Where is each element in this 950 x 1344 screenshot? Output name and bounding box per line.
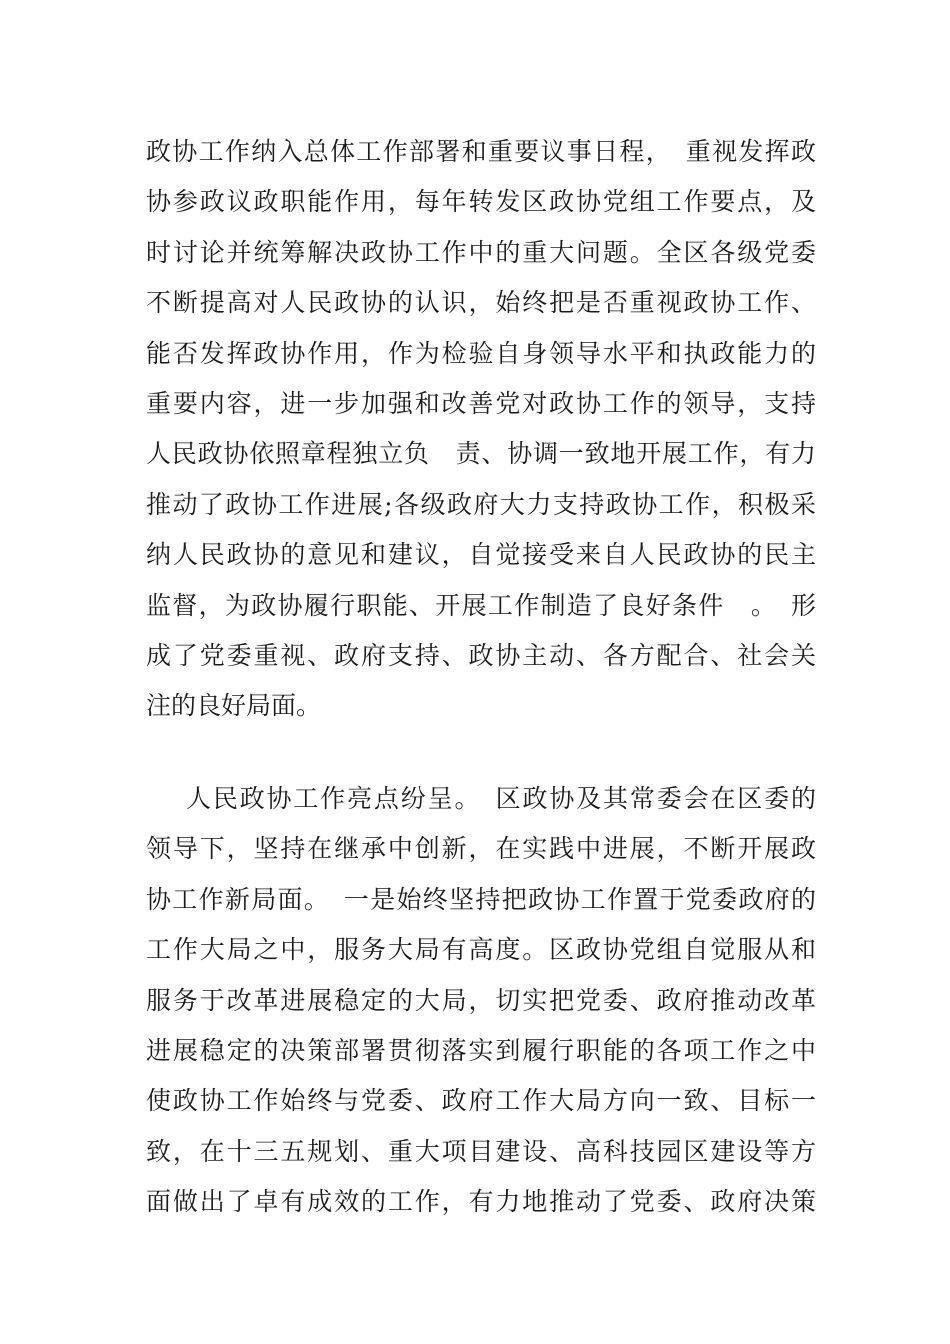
paragraph-line: 政协工作纳入总体工作部署和重要议事日程， 重视发挥政 bbox=[146, 137, 816, 166]
paragraph-line: 重要内容，进一步加强和改善党对政协工作的领导，支持 bbox=[146, 388, 816, 418]
paragraph-line: 使政协工作始终与党委、政府工作大局方向一致、目标一 bbox=[146, 1086, 816, 1116]
paragraph-line: 协参政议政职能作用，每年转发区政协党组工作要点，及 bbox=[146, 187, 816, 217]
paragraph-line: 监督，为政协履行职能、开展工作制造了良好条件 。 形 bbox=[146, 590, 816, 620]
paragraph-line: 领导下，坚持在继承中创新，在实践中进展，不断开展政 bbox=[146, 834, 816, 864]
paragraph-line: 协工作新局面。 一是始终坚持把政协工作置于党委政府的 bbox=[146, 884, 816, 914]
paragraph-line: 服务于改革进展稳定的大局，切实把党委、政府推动改革 bbox=[146, 985, 816, 1015]
paragraph-1 bbox=[146, 127, 816, 732]
paragraph-line: 能否发挥政协作用，作为检验自身领导水平和执政能力的 bbox=[146, 338, 816, 368]
paragraph-line: 人民政协工作亮点纷呈。 区政协及其常委会在区委的 bbox=[186, 784, 816, 813]
paragraph-line: 推动了政协工作进展;各级政府大力支持政协工作，积极采 bbox=[146, 489, 816, 519]
paragraph-line: 不断提高对人民政协的认识，始终把是否重视政协工作、 bbox=[146, 288, 816, 318]
paragraph-line: 纳人民政协的意见和建议，自觉接受来自人民政协的民主 bbox=[146, 540, 816, 570]
paragraph-line: 面做出了卓有成效的工作，有力地推动了党委、政府决策 bbox=[146, 1187, 816, 1217]
paragraph-line: 时讨论并统筹解决政协工作中的重大问题。全区各级党委 bbox=[146, 237, 816, 267]
paragraph-line: 人民政协依照章程独立负 责、协调一致地开展工作，有力 bbox=[146, 439, 816, 469]
paragraph-line: 工作大局之中，服务大局有高度。区政协党组自觉服从和 bbox=[146, 935, 816, 965]
paragraph-2 bbox=[146, 774, 816, 1228]
paragraph-line: 注的良好局面。 bbox=[146, 691, 322, 721]
paragraph-line: 致，在十三五规划、重大项目建设、高科技园区建设等方 bbox=[146, 1136, 816, 1166]
paragraph-line: 成了党委重视、政府支持、政协主动、各方配合、社会关 bbox=[146, 640, 816, 670]
paragraph-line: 进展稳定的决策部署贯彻落实到履行职能的各项工作之中 bbox=[146, 1035, 816, 1065]
